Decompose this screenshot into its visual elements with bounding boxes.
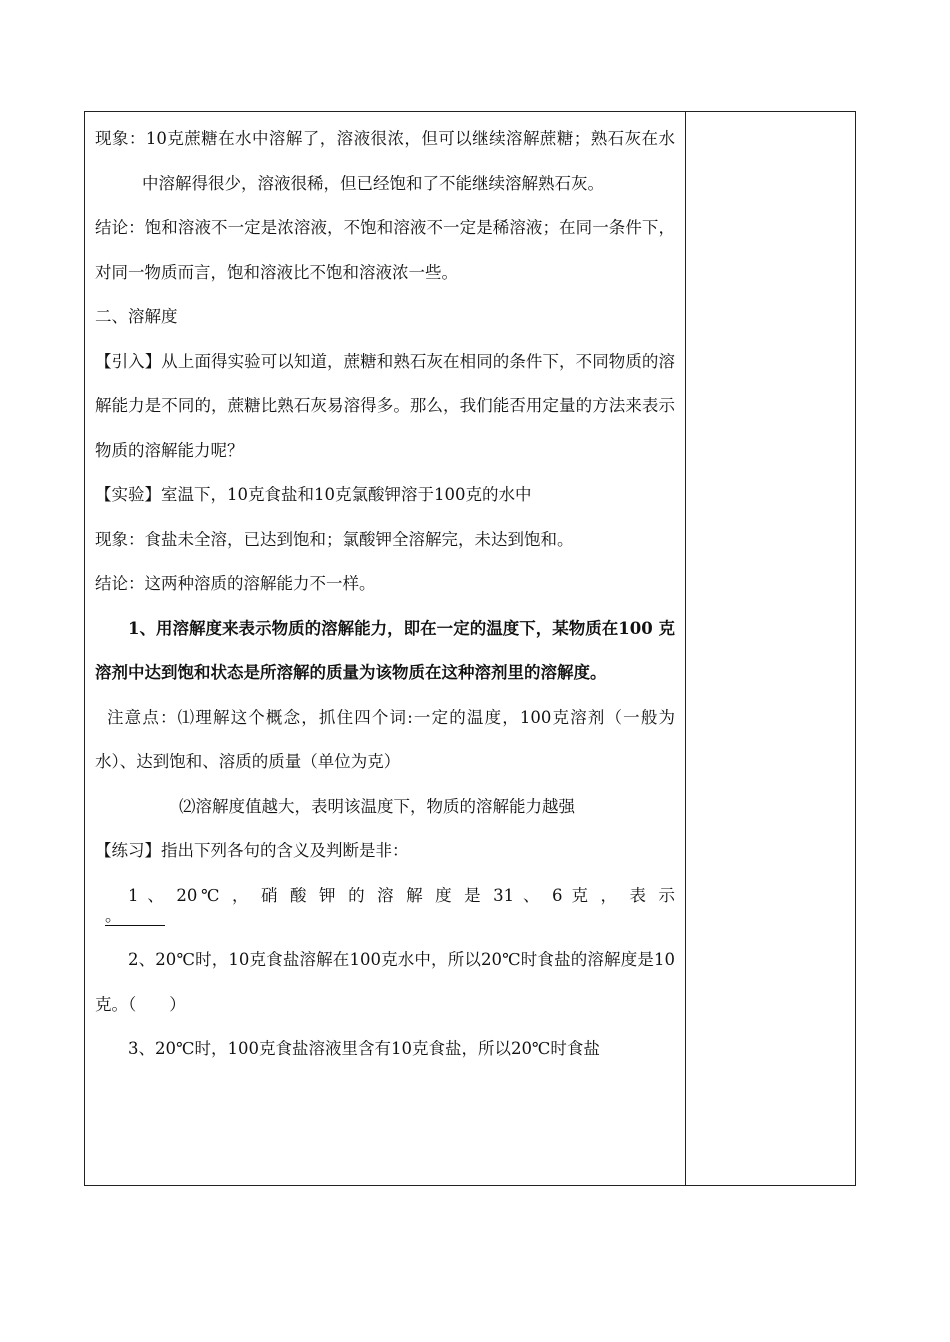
answer-blank[interactable] [105, 907, 165, 926]
note-point-2: ⑵溶解度值越大，表明该温度下，物质的溶解能力越强 [179, 796, 575, 816]
intro-paragraph: 【引入】从上面得实验可以知道，蔗糖和熟石灰在相同的条件下，不同物质的溶解能力是不同的，蔗糖比熟石灰易溶得多。那么，我们能否用定量的方法来表示物质的溶解能力呢？ [95, 351, 675, 460]
exercise-2: 2、20℃时，10克食盐溶解在100克水中，所以20℃时食盐的溶解度是10克。（ ） [95, 950, 675, 1014]
note-point-1: 注意点：⑴理解这个概念，抓住四个词:一定的温度，100克溶剂（一般为水）、达到饱和、溶质的质量（单位为克） [95, 707, 675, 771]
experiment-line: 【实验】室温下，10克食盐和10克氯酸钾溶于100克的水中 [95, 485, 532, 504]
conclusion-1: 结论：饱和溶液不一定是浓溶液，不饱和溶液不一定是稀溶液；在同一条件下，对同一物质而言，饱和溶液比不饱和溶液浓一些。 [95, 218, 675, 282]
exercise-1: 1 、 20℃ ， 硝 酸 钾 的 溶 解 度 是 31 、 6 克 ， 表 示 [128, 885, 675, 905]
lesson-table [84, 111, 856, 1186]
content-body [95, 117, 675, 1072]
content-cell [85, 112, 686, 1185]
phenomenon-2: 现象：食盐未全溶，已达到饱和；氯酸钾全溶解完，未达到饱和。 [95, 529, 574, 549]
section-title-solubility: 二、溶解度 [95, 307, 178, 326]
conclusion-2: 结论：这两种溶质的溶解能力不一样。 [95, 574, 376, 593]
exercise-3: 3、20℃时，100克食盐溶液里含有10克食盐，所以20℃时食盐 [128, 1039, 600, 1058]
exercise-title: 【练习】指出下列各句的含义及判断是非： [95, 841, 409, 860]
phenomenon-1: 现象：10克蔗糖在水中溶解了，溶液很浓，但可以继续溶解蔗糖；熟石灰在水中溶解得很少，溶液很稀，但已经饱和了不能继续溶解熟石灰。 [95, 129, 675, 193]
notes-cell [686, 112, 855, 1185]
exercise-1-end: 。 [105, 906, 122, 925]
solubility-definition: 1、用溶解度来表示物质的溶解能力，即在一定的温度下，某物质在100 克溶剂中达到饱和状态是所溶解的质量为该物质在这种溶剂里的溶解度。 [95, 618, 675, 682]
